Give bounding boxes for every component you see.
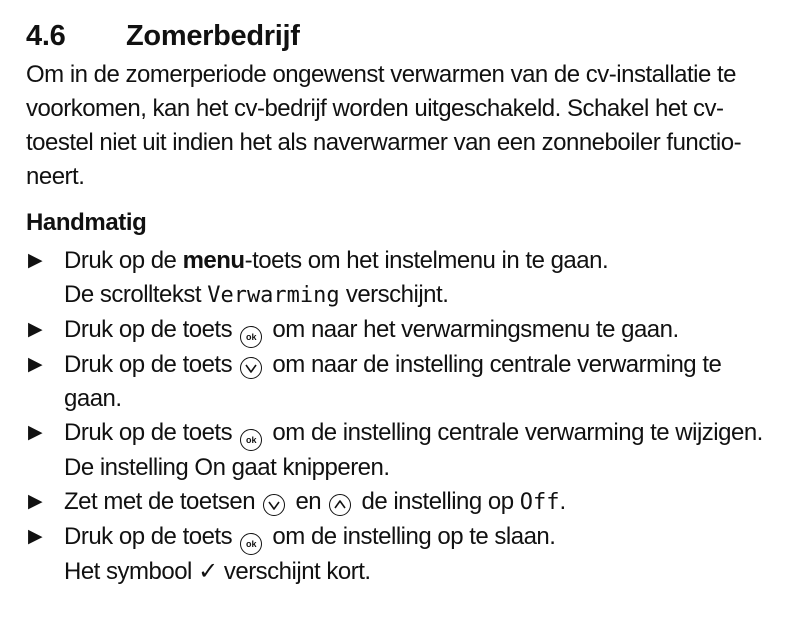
- intro-line: voorkomen, kan het cv-bedrijf worden uitgeschakeld. Schakel het cv-: [26, 95, 724, 122]
- ok-key-icon: ok: [240, 429, 262, 451]
- menu-key-label: menu: [182, 247, 245, 274]
- display-text-verwarming: Verwarming: [207, 283, 340, 308]
- step-item: [26, 520, 786, 589]
- display-text-off: Off: [519, 490, 560, 515]
- step-instruction: Druk op de toets ok om naar het verwarmingsmenu te gaan.: [64, 313, 786, 348]
- triangle-right-icon: ▶: [28, 354, 43, 375]
- intro-line: Om in de zomerperiode ongewenst verwarmen van de cv-installatie te: [26, 61, 737, 88]
- step-result: De scrolltekst Verwarming verschijnt.: [64, 281, 449, 308]
- section-number: 4.6: [26, 20, 66, 52]
- up-arrow-key-icon: [329, 494, 351, 516]
- down-arrow-key-icon: [240, 357, 262, 379]
- subheading-handmatig: Handmatig: [26, 209, 147, 236]
- down-arrow-key-icon: [263, 494, 285, 516]
- step-instruction: Druk op de toets om naar de instelling centrale verwarming te: [64, 351, 722, 378]
- intro-line: neert.: [26, 163, 85, 190]
- step-result: Het symbool ✓ verschijnt kort.: [64, 558, 371, 585]
- step-item: [26, 485, 786, 520]
- section-heading: [26, 18, 786, 54]
- step-instruction: Zet met de toetsen en de instelling op Off.: [64, 488, 566, 515]
- intro-line: toestel niet uit indien het als naverwarmer van een zonneboiler functio-: [26, 129, 742, 156]
- step-item: [26, 416, 786, 485]
- step-instruction: Druk op de menu-toets om het instelmenu in te gaan.: [64, 247, 609, 274]
- ok-key-icon: ok: [240, 326, 262, 348]
- step-result: De instelling On gaat knipperen.: [64, 454, 390, 481]
- triangle-right-icon: ▶: [28, 491, 43, 512]
- step-instruction: Druk op de toets ok om de instelling op te slaan.: [64, 520, 786, 555]
- step-instruction: Druk op de toets ok om de instelling centrale verwarming te wijzigen.: [64, 416, 786, 451]
- step-item: [26, 244, 786, 313]
- triangle-right-icon: ▶: [28, 319, 43, 340]
- intro-paragraph: [26, 58, 786, 194]
- ok-key-icon: ok: [240, 533, 262, 555]
- section-title: Zomerbedrijf: [126, 20, 300, 52]
- triangle-right-icon: ▶: [28, 526, 43, 547]
- step-item: [26, 348, 786, 416]
- step-instruction-continued: gaan.: [64, 385, 122, 412]
- triangle-right-icon: ▶: [28, 422, 43, 443]
- step-item: [26, 313, 786, 348]
- checkmark-icon: ✓: [198, 558, 218, 585]
- steps-list: [26, 244, 786, 589]
- triangle-right-icon: ▶: [28, 250, 43, 271]
